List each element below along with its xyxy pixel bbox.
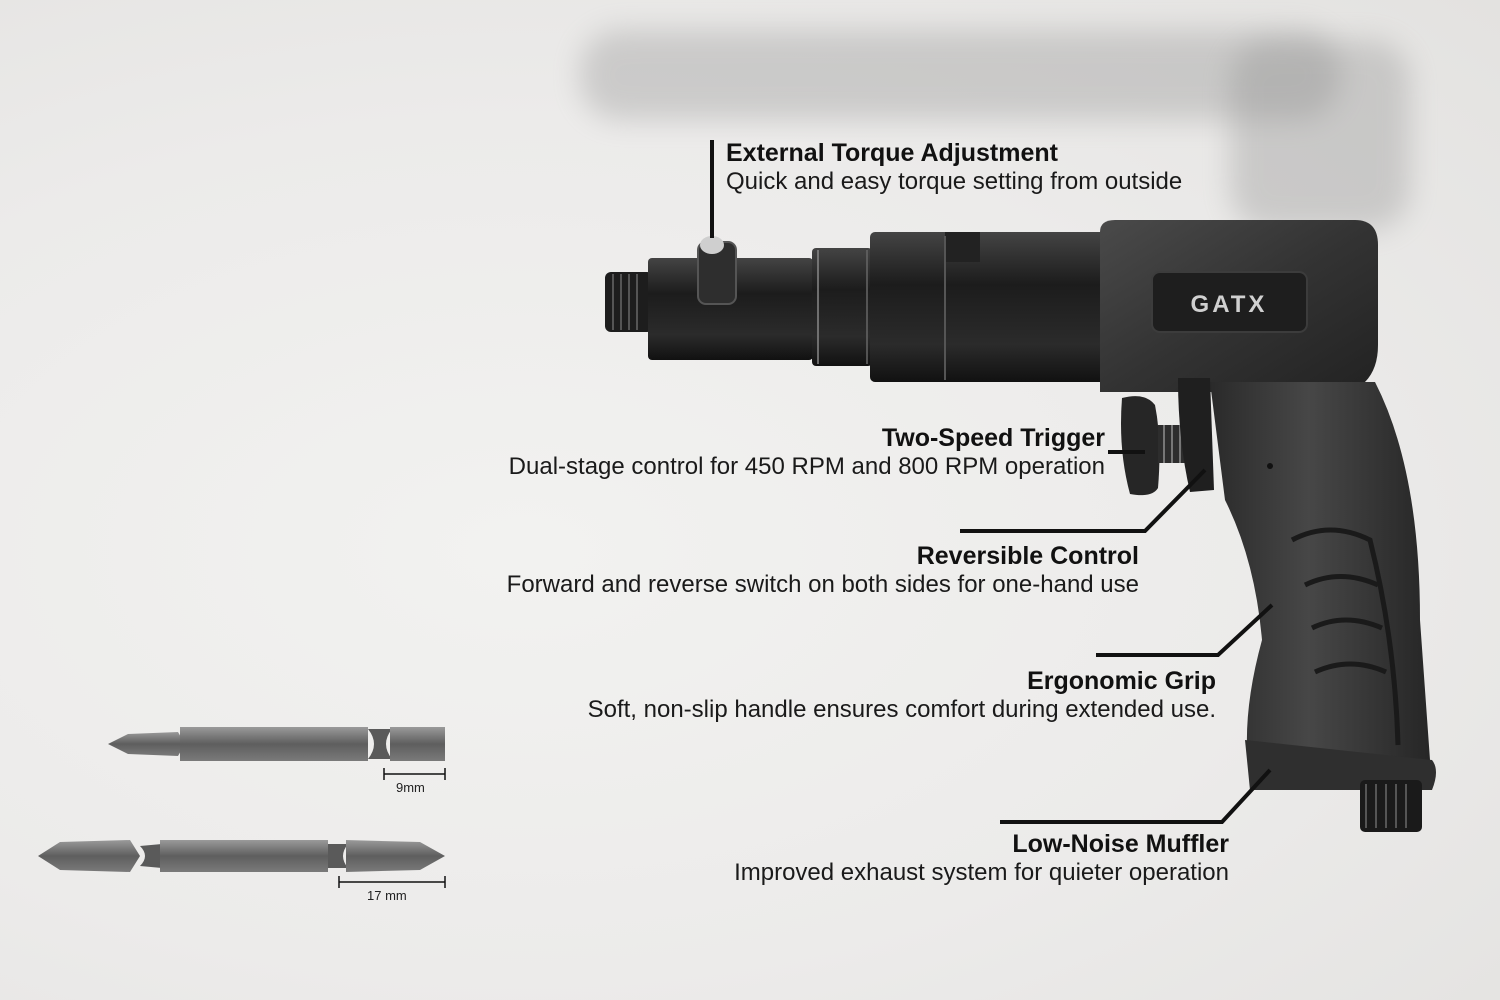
callout-reversible-control xyxy=(507,542,1139,599)
reverse-switch xyxy=(1178,378,1214,492)
callout-torque-adjustment xyxy=(726,139,1182,196)
callout-low-noise-muffler xyxy=(734,830,1229,887)
feature-title: Two-Speed Trigger xyxy=(881,424,1105,452)
brand-logo: GATX xyxy=(1190,291,1268,318)
dimension-bracket-9mm xyxy=(384,768,445,780)
leader-line-muffler xyxy=(1000,770,1270,822)
torque-adjustment-cap xyxy=(700,236,724,254)
dimension-bracket-17mm xyxy=(339,876,445,888)
screwdriver-bit-long xyxy=(38,840,445,872)
clutch-housing xyxy=(870,232,1110,382)
feature-description: Forward and reverse switch on both sides for one-hand use xyxy=(506,571,1139,598)
feature-title: Low-Noise Muffler xyxy=(1012,830,1229,858)
leader-line-grip xyxy=(1096,605,1272,655)
feature-description: Quick and easy torque setting from outside xyxy=(726,168,1183,195)
screwdriver-bit-short xyxy=(108,727,445,761)
collar-ring xyxy=(812,248,872,366)
air-inlet-fitting xyxy=(1360,780,1422,832)
bit-dimension-17mm: 17 mm xyxy=(367,888,407,903)
feature-description: Dual-stage control for 450 RPM and 800 RPM operation xyxy=(508,453,1105,480)
feature-title: Ergonomic Grip xyxy=(1027,667,1216,695)
feature-description: Soft, non-slip handle ensures comfort during extended use. xyxy=(587,696,1216,723)
bit-dimension-9mm: 9mm xyxy=(396,780,425,795)
feature-title: Reversible Control xyxy=(916,542,1139,570)
callout-ergonomic-grip xyxy=(588,667,1216,724)
feature-title: External Torque Adjustment xyxy=(726,139,1058,167)
feature-description: Improved exhaust system for quieter operation xyxy=(734,859,1229,886)
callout-two-speed-trigger xyxy=(509,424,1105,481)
clutch-notch xyxy=(945,232,980,262)
nose-thread xyxy=(605,272,653,332)
trigger xyxy=(1121,396,1159,495)
